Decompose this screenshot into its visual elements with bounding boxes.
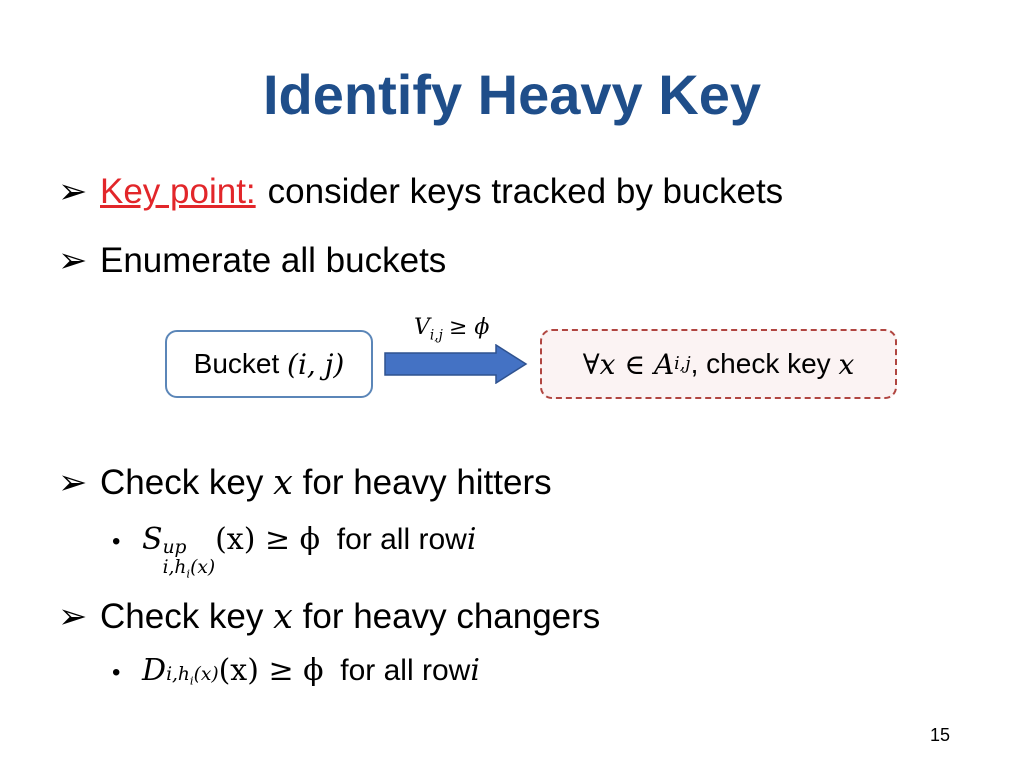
check-var: x — [838, 347, 855, 381]
forall-expression: ∀x ∈ A — [582, 347, 675, 381]
bucket-label: Bucket — [193, 348, 280, 379]
formula-tail: for all row — [340, 654, 471, 687]
key-point-label: Key point: — [100, 172, 256, 211]
bullet-heavy-hitters — [58, 463, 552, 503]
slide-title: Identify Heavy Key — [263, 63, 761, 126]
bullet-text: consider keys tracked by buckets — [267, 172, 784, 211]
right-arrow-icon — [384, 344, 528, 384]
condition-sub: i,j — [429, 327, 443, 344]
formula-sub: i,hi(x) — [166, 664, 219, 688]
bullet-text: Enumerate all buckets — [100, 241, 447, 280]
formula-symbol: S — [142, 522, 163, 557]
check-suffix: for heavy hitters — [302, 463, 552, 502]
check-prefix: Check key — [100, 597, 264, 636]
condition-label — [414, 314, 490, 344]
formula-arg: (x) ≥ ϕ — [218, 653, 324, 688]
formula-heavy-changers — [112, 653, 480, 688]
check-suffix: for heavy changers — [302, 597, 601, 636]
formula-tail: for all row — [336, 523, 467, 556]
formula-sub: $i,h_i(x)$ — [162, 556, 216, 581]
check-var: x — [273, 463, 293, 503]
bullet-enumerate — [58, 241, 446, 281]
check-prefix: Check key — [100, 463, 264, 502]
formula-arg: (x) ≥ ϕ — [215, 522, 321, 557]
formula-sup: up — [162, 537, 187, 558]
check-key-box: ∀x ∈ A i,j , check key x — [540, 329, 897, 399]
bullet-key-point — [58, 172, 783, 212]
condition-rel: ≥ ϕ — [448, 315, 490, 340]
arrow-bullet-icon: ➢ — [58, 597, 88, 636]
formula-indices — [162, 537, 216, 581]
bucket-box — [165, 330, 373, 398]
page-number: 15 — [930, 725, 951, 745]
formula-heavy-hitters — [112, 522, 477, 581]
formula-row-var: i — [466, 522, 477, 557]
dot-bullet-icon: • — [112, 528, 121, 555]
check-text: , check key — [690, 348, 831, 379]
condition-var: V — [414, 315, 430, 340]
dot-bullet-icon: • — [112, 659, 121, 686]
arrow-bullet-icon: ➢ — [58, 241, 88, 280]
bullet-heavy-changers — [58, 597, 600, 637]
formula-row-var: i — [470, 653, 480, 688]
check-var: x — [273, 597, 293, 637]
arrow-bullet-icon: ➢ — [58, 463, 88, 502]
arrow-bullet-icon: ➢ — [58, 172, 88, 211]
bucket-index: (i, j) — [287, 347, 345, 381]
formula-symbol: D — [142, 653, 167, 688]
